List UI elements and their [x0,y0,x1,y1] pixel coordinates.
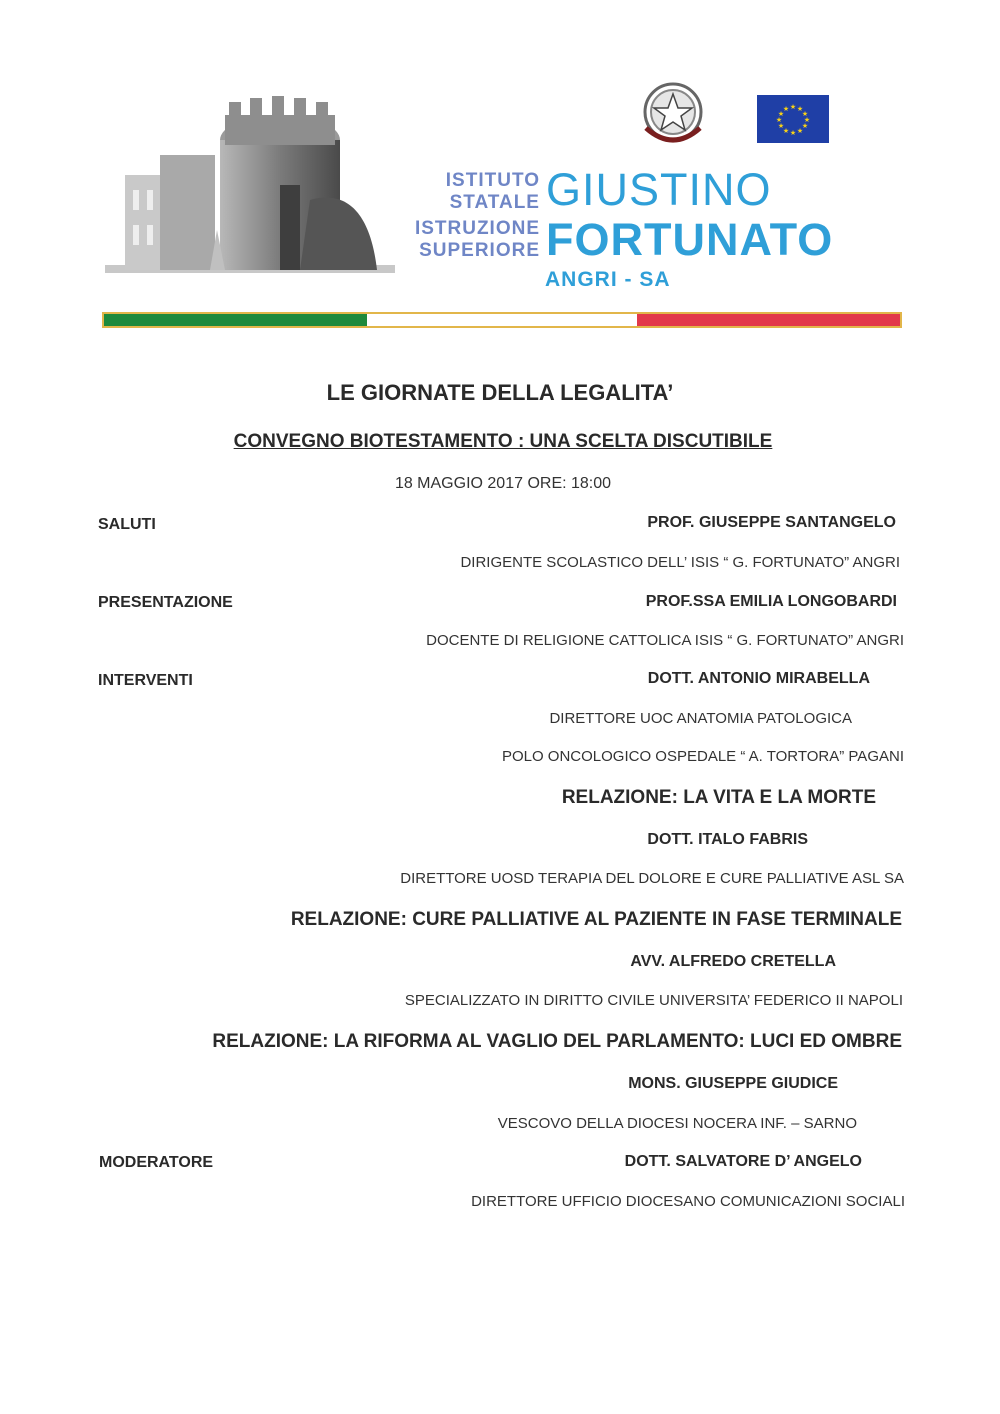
relazione-2-description: SPECIALIZZATO IN DIRITTO CIVILE UNIVERSITA’ FEDERICO II NAPOLI [404,992,903,1009]
moderatore-description: DIRETTORE UFFICIO DIOCESANO COMUNICAZIONI SOCIALI [471,1193,905,1210]
svg-text:★: ★ [801,110,809,118]
relazione-2-speaker: AVV. ALFREDO CRETELLA [630,953,836,970]
school-type-line-3: ISTRUZIONE [414,218,540,239]
moderatore-speaker: DOTT. SALVATORE D’ ANGELO [624,1153,862,1170]
saluti-speaker: PROF. GIUSEPPE SANTANGELO [647,514,896,531]
svg-text:★: ★ [789,103,797,111]
svg-text:★: ★ [782,127,790,135]
svg-text:★: ★ [796,127,804,135]
school-location: ANGRI - SA [545,268,671,291]
svg-text:★: ★ [777,122,785,130]
event-date: 18 MAGGIO 2017 ORE: 18:00 [394,475,612,492]
presentazione-description: DOCENTE DI RELIGIONE CATTOLICA ISIS “ G. FORTUNATO” ANGRI [426,632,904,649]
presentazione-speaker: PROF.SSA EMILIA LONGOBARDI [645,593,897,610]
saluti-label: SALUTI [98,516,156,533]
event-subtitle: CONVEGNO BIOTESTAMENTO : UNA SCELTA DISCUTIBILE [233,431,773,452]
school-name-giustino: GIUSTINO [546,164,772,215]
tricolor-bar [102,312,902,328]
interventi-description-2: POLO ONCOLOGICO OSPEDALE “ A. TORTORA” PAGANI [501,748,904,765]
moderatore-label: MODERATORE [99,1154,214,1171]
italian-republic-emblem [638,80,708,150]
school-name-fortunato: FORTUNATO [546,214,834,265]
svg-text:★: ★ [789,129,797,137]
relazione-2-title: RELAZIONE: CURE PALLIATIVE AL PAZIENTE IN FASE TERMINALE [290,909,902,930]
relazione-1-speaker: DOTT. ITALO FABRIS [647,831,808,848]
svg-text:★: ★ [796,105,804,113]
relazione-1-title: RELAZIONE: LA VITA E LA MORTE [561,787,876,808]
relazione-3-description: VESCOVO DELLA DIOCESI NOCERA INF. – SARNO [497,1115,857,1132]
eu-flag-icon [757,95,829,143]
svg-text:★: ★ [777,110,785,118]
presentazione-label: PRESENTAZIONE [98,594,233,611]
svg-text:★: ★ [782,105,790,113]
relazione-3-title: RELAZIONE: LA RIFORMA AL VAGLIO DEL PARLAMENTO: LUCI ED OMBRE [212,1031,902,1052]
saluti-description: DIRIGENTE SCOLASTICO DELL’ ISIS “ G. FORTUNATO” ANGRI [460,554,900,571]
relazione-1-description: DIRETTORE UOSD TERAPIA DEL DOLORE E CURE PALLIATIVE ASL SA [400,870,904,887]
school-type-line-2: STATALE [449,192,540,213]
school-type-line-4: SUPERIORE [419,240,540,261]
castle-logo [105,80,395,275]
interventi-label: INTERVENTI [98,672,193,689]
svg-text:★: ★ [801,122,809,130]
interventi-description-1: DIRETTORE UOC ANATOMIA PATOLOGICA [549,710,852,727]
svg-text:★: ★ [775,116,783,124]
svg-text:★: ★ [803,116,811,124]
interventi-speaker: DOTT. ANTONIO MIRABELLA [647,670,870,687]
school-type-line-1: ISTITUTO [445,170,540,191]
event-title: LE GIORNATE DELLA LEGALITA’ [326,380,674,405]
relazione-3-speaker: MONS. GIUSEPPE GIUDICE [628,1075,838,1092]
